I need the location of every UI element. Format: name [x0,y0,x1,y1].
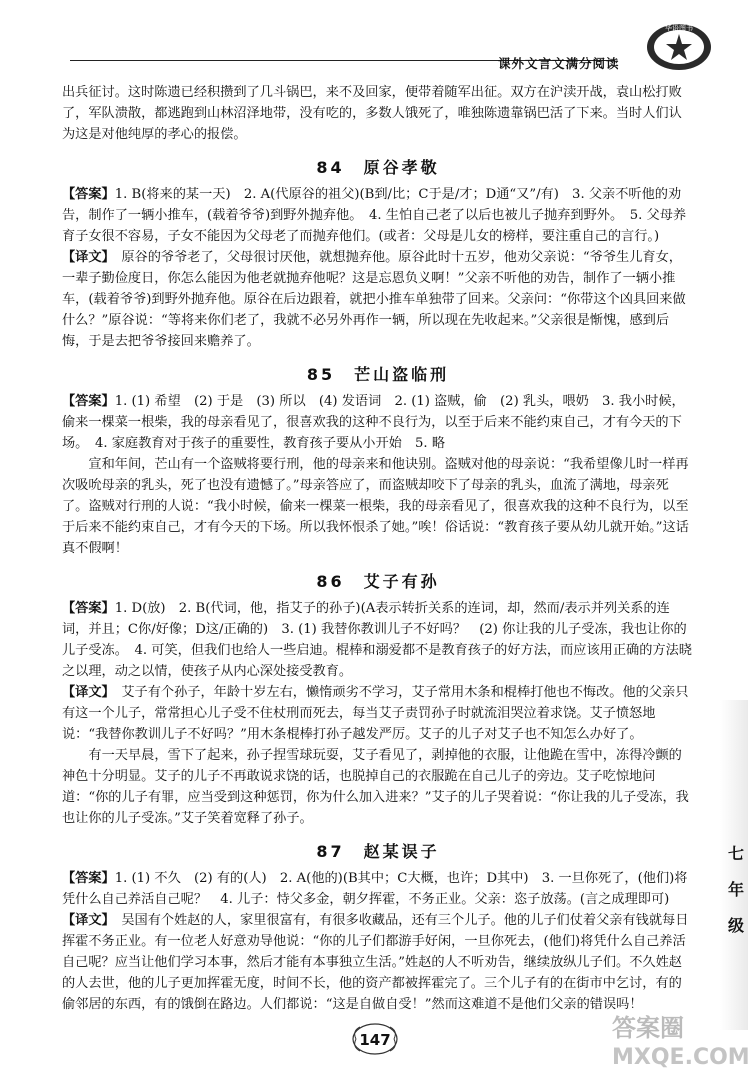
side-char: 七 [727,844,744,863]
answer-tag: 【答案】 [62,601,115,616]
answer-tag: 【答案】 [62,394,115,409]
translation-tag: 【译文】 [62,913,109,928]
answer-tag: 【答案】 [62,871,115,886]
section-title: 85 芒山盗临刑 [306,365,450,384]
translation-text: 原谷的爷爷老了，父母很讨厌他，就想抛弃他。原谷此时十五岁，他劝父亲说：“爷爷生儿育女，一辈子勤俭度日，你怎么能因为他老就抛弃他呢？这是忘恩负义啊！”父亲不听他的劝告，制作了一辆小推车，(载着爷爷)到野外抛弃他。原谷在后边跟着，就把小推车单独带了回来。父亲问：“你带这个凶具回来做什么？”原谷说：“等将来你们老了，我就不必另外再作一辆，所以现在先收起来。”父亲很是惭愧，感到后悔，于是去把爷爷接回来赡养了。 [62,250,686,349]
answer-text: 1. (1) 不久 (2) 有的(人) 2. A(他的)(B其中；C大概，也许；D其中) 3. 一旦你死了，(他们)将凭什么自己养活自己呢？ 4. 儿子：恃父多金，朝夕挥霍，不务正业。父亲：恣子放荡。(言之成理即可) [62,871,688,907]
intro-paragraph: 出兵征讨。这时陈遗已经积攒到了几斗锅巴，来不及回家，便带着随军出征。双方在沪渎开战，袁山松打败了，军队溃散，都逃跑到山林沼泽地带，没有吃的，多数人饿死了，唯独陈遗靠锅巴活了下来。当时人们认为这是对他纯厚的孝心的报偿。 [62,85,682,142]
translation-continued: 有一天早晨，雪下了起来，孙子捏雪球玩耍，艾子看见了，剥掉他的衣服，让他跪在雪中，冻得冷颤的神色十分明显。艾子的儿子不再敢说求饶的话，也脱掉自己的衣服跪在自己儿子的旁边。艾子吃惊地问道：“你的儿子有罪，应当受到这种惩罚，你为什么加入进来？”艾子的儿子哭着说：“你让我的儿子受冻，我也让你的儿子受冻。”艾子笑着宽释了孙子。 [62,748,689,826]
translation-tag: 【译文】 [62,685,109,700]
page-header [0,0,750,80]
section-87 [62,841,694,1015]
logo-text: 华语图书 [665,24,693,32]
page-number-badge [350,1021,400,1057]
section-86 [62,571,694,829]
page-number: 147 [359,1031,391,1049]
section-title: 87 赵某误子 [316,842,440,861]
side-char: 级 [727,916,744,935]
header-title: 课外文言文满分阅读 [498,56,620,71]
watermark-line2: MXQE.COM [612,1045,750,1070]
answer-text: 1. D(放) 2. B(代词，他，指艾子的孙子)(A表示转折关系的连词，却，然而/表示并列关系的连词，并且；C你/好像；D这/正确的) 3. (1) 我替你教训儿子不好吗？ (2) 你让我的儿子受冻，我也让你的儿子受冻。 4. 可笑，但我们也给人一些启迪。棍棒和溺爱都不是教育孩子的好方法，而应该用正确的方法晓之以理，动之以情，使孩子从内心深处接受教育。 [62,601,692,679]
section-title: 84 原谷孝敬 [316,158,440,177]
watermark-line1: 答案圈 [612,1014,684,1042]
answer-tag: 【答案】 [62,187,115,202]
section-84 [62,157,694,352]
translation-tag: 【译文】 [62,250,109,265]
translation-text: 艾子有个孙子，年龄十岁左右，懒惰顽劣不学习，艾子常用木条和棍棒打他也不悔改。他的父亲只有这一个儿子，常常担心儿子受不住杖刑而死去，每当艾子责罚孙子时就流泪哭泣着求饶。艾子愤怒地说：“我替你教训儿子不好吗？”用木条棍棒打孙子越发严厉。艾子的儿子对艾子也不知怎么办好了。 [62,685,689,742]
grade-side-label [726,836,746,944]
answer-text: 1. B(将来的某一天) 2. A(代原谷的祖父)(B到/比；C于是/才；D通“又”/有) 3. 父亲不听他的劝告，制作了一辆小推车，(载着爷爷)到野外抛弃他。 4. 生怕自己老了以后也被儿子抛弃到野外。 5. 父母养育子女很不容易，子女不能因为父母老了而抛弃他们。(或者：父母是儿女的榜样，要注重自己的言行。) [62,187,687,244]
translation-text: 吴国有个姓赵的人，家里很富有，有很多收藏品，还有三个儿子。他的儿子们仗着父亲有钱就每日挥霍不务正业。有一位老人好意劝导他说：“你的儿子们都游手好闲，一旦你死去，(他们)将凭什么自己养活自己呢？应当让他们学习本事，然后才能有本事独立生活。”姓赵的人不听劝告，继续放纵儿子们。不久姓赵的人去世，他的儿子更加挥霍无度，时间不长，他的资产都被挥霍完了。三个儿子有的在街市中乞讨，有的偷邻居的东西，有的饿倒在路边。人们都说：“这是自做自受！”然而这难道不是他们父亲的错误吗！ [62,913,689,1012]
side-char: 年 [727,880,744,899]
section-85 [62,364,694,559]
publisher-logo-icon [645,22,713,72]
answer-text: 1. (1) 希望 (2) 于是 (3) 所以 (4) 发语词 2. (1) 盗贼，偷 (2) 乳头，喂奶 3. 我小时候，偷来一棵菜一根柴，我的母亲看见了，很喜欢我的这种不良行为，以至于后来不能约束自己，才有今天的下场。 4. 家庭教育对于孩子的重要性，教育孩子要从小开始 5. 略 [62,394,685,451]
section-title: 86 艾子有孙 [316,572,440,591]
translation-text: 宣和年间，芒山有一个盗贼将要行刑，他的母亲来和他诀别。盗贼对他的母亲说：“我希望像儿时一样再次吸吮母亲的乳头，死了也没有遗憾了。”母亲答应了，而盗贼却咬下了母亲的乳头，血流了满地，母亲死了。盗贼对行刑的人说：“我小时候，偷来一棵菜一根柴，我的母亲看见了，很喜欢我的这种不良行为，以至于后来不能约束自己，才有今天的下场。所以我怀恨杀了她。”唉！俗话说：“教育孩子要从幼儿就开始。”这话真不假啊！ [62,457,689,556]
watermark-icon [608,1010,750,1070]
page-body [62,82,694,1015]
